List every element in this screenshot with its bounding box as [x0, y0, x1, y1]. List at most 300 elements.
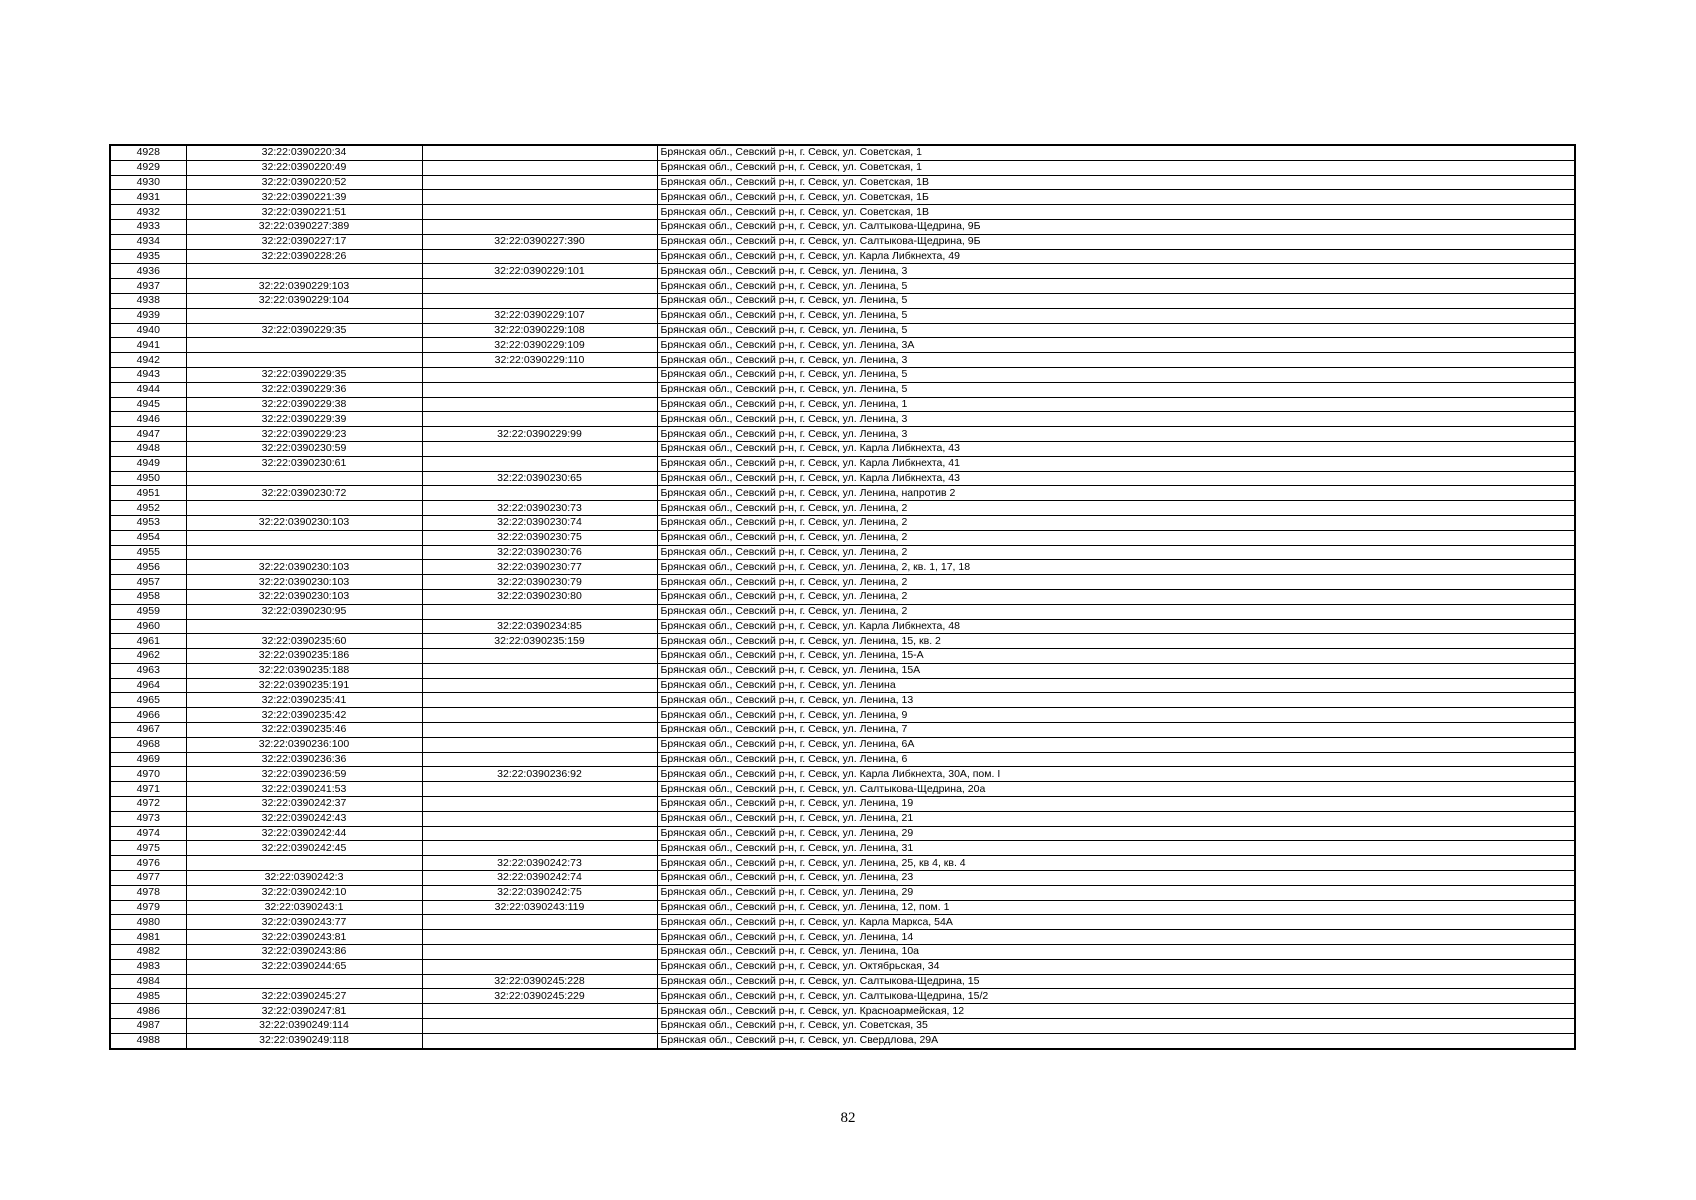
- cadastral-number-cell: [186, 501, 422, 516]
- table-row: [110, 930, 1575, 945]
- address-cell: Брянская обл., Севский р-н, г. Севск, ул. Ленина, 29: [657, 885, 1575, 900]
- parent-cadastral-number-cell: 32:22:0390230:79: [422, 575, 657, 590]
- parent-cadastral-number-cell: 32:22:0390236:92: [422, 767, 657, 782]
- parent-cadastral-number-cell: [422, 249, 657, 264]
- table-row: [110, 412, 1575, 427]
- row-number-cell: 4982: [110, 945, 186, 960]
- address-cell: Брянская обл., Севский р-н, г. Севск, ул. Ленина, 6: [657, 752, 1575, 767]
- table-row: [110, 841, 1575, 856]
- table-row: [110, 515, 1575, 530]
- address-cell: Брянская обл., Севский р-н, г. Севск, ул. Ленина, 7: [657, 723, 1575, 738]
- cadastral-number-cell: [186, 338, 422, 353]
- table-row: [110, 530, 1575, 545]
- table-row: [110, 145, 1575, 160]
- row-number-cell: 4936: [110, 264, 186, 279]
- address-cell: Брянская обл., Севский р-н, г. Севск, ул. Свердлова, 29А: [657, 1033, 1575, 1048]
- address-cell: Брянская обл., Севский р-н, г. Севск, ул. Ленина, 2: [657, 604, 1575, 619]
- address-cell: Брянская обл., Севский р-н, г. Севск, ул. Ленина, 21: [657, 811, 1575, 826]
- parent-cadastral-number-cell: [422, 782, 657, 797]
- parent-cadastral-number-cell: 32:22:0390234:85: [422, 619, 657, 634]
- parent-cadastral-number-cell: [422, 486, 657, 501]
- cadastral-number-cell: 32:22:0390241:53: [186, 782, 422, 797]
- parent-cadastral-number-cell: 32:22:0390230:73: [422, 501, 657, 516]
- row-number-cell: 4971: [110, 782, 186, 797]
- table-row: [110, 1004, 1575, 1019]
- cadastral-number-cell: 32:22:0390243:86: [186, 945, 422, 960]
- address-cell: Брянская обл., Севский р-н, г. Севск, ул. Ленина, 15А: [657, 663, 1575, 678]
- table-row: [110, 501, 1575, 516]
- parent-cadastral-number-cell: [422, 930, 657, 945]
- parent-cadastral-number-cell: [422, 382, 657, 397]
- address-cell: Брянская обл., Севский р-н, г. Севск, ул. Красноармейская, 12: [657, 1004, 1575, 1019]
- table-row: [110, 353, 1575, 368]
- table-row: [110, 471, 1575, 486]
- table-row: [110, 279, 1575, 294]
- cadastral-number-cell: 32:22:0390244:65: [186, 959, 422, 974]
- parent-cadastral-number-cell: [422, 797, 657, 812]
- address-cell: Брянская обл., Севский р-н, г. Севск, ул. Салтыкова-Щедрина, 9Б: [657, 234, 1575, 249]
- parent-cadastral-number-cell: 32:22:0390242:73: [422, 856, 657, 871]
- parent-cadastral-number-cell: [422, 1004, 657, 1019]
- table-row: [110, 989, 1575, 1004]
- parent-cadastral-number-cell: 32:22:0390229:99: [422, 427, 657, 442]
- address-cell: Брянская обл., Севский р-н, г. Севск, ул. Ленина, 2, кв. 1, 17, 18: [657, 560, 1575, 575]
- cadastral-number-cell: 32:22:0390242:44: [186, 826, 422, 841]
- row-number-cell: 4939: [110, 308, 186, 323]
- address-cell: Брянская обл., Севский р-н, г. Севск, ул. Ленина, 5: [657, 308, 1575, 323]
- cadastral-number-cell: 32:22:0390228:26: [186, 249, 422, 264]
- address-cell: Брянская обл., Севский р-н, г. Севск, ул. Ленина, 5: [657, 367, 1575, 382]
- address-cell: Брянская обл., Севский р-н, г. Севск, ул. Ленина, 29: [657, 826, 1575, 841]
- cadastral-number-cell: 32:22:0390230:61: [186, 456, 422, 471]
- table-row: [110, 205, 1575, 220]
- parent-cadastral-number-cell: 32:22:0390230:80: [422, 589, 657, 604]
- parent-cadastral-number-cell: [422, 811, 657, 826]
- cadastral-number-cell: [186, 264, 422, 279]
- table-row: [110, 604, 1575, 619]
- parent-cadastral-number-cell: 32:22:0390235:159: [422, 634, 657, 649]
- address-cell: Брянская обл., Севский р-н, г. Севск, ул. Ленина, 2: [657, 545, 1575, 560]
- row-number-cell: 4942: [110, 353, 186, 368]
- parent-cadastral-number-cell: [422, 752, 657, 767]
- parent-cadastral-number-cell: [422, 1033, 657, 1048]
- cadastral-number-cell: 32:22:0390242:37: [186, 797, 422, 812]
- parent-cadastral-number-cell: 32:22:0390230:77: [422, 560, 657, 575]
- table-row: [110, 797, 1575, 812]
- table-row: [110, 885, 1575, 900]
- cadastral-number-cell: 32:22:0390243:1: [186, 900, 422, 915]
- address-cell: Брянская обл., Севский р-н, г. Севск, ул. Советская, 1Б: [657, 190, 1575, 205]
- table-row: [110, 249, 1575, 264]
- parent-cadastral-number-cell: [422, 1019, 657, 1034]
- cadastral-number-cell: 32:22:0390236:100: [186, 737, 422, 752]
- address-cell: Брянская обл., Севский р-н, г. Севск, ул. Карла Либкнехта, 49: [657, 249, 1575, 264]
- cadastral-number-cell: [186, 308, 422, 323]
- table-row: [110, 308, 1575, 323]
- parent-cadastral-number-cell: [422, 279, 657, 294]
- cadastral-number-cell: 32:22:0390229:23: [186, 427, 422, 442]
- table-row: [110, 397, 1575, 412]
- table-row: [110, 663, 1575, 678]
- table-row: [110, 915, 1575, 930]
- row-number-cell: 4934: [110, 234, 186, 249]
- table-row: [110, 441, 1575, 456]
- address-cell: Брянская обл., Севский р-н, г. Севск, ул. Карла Либкнехта, 48: [657, 619, 1575, 634]
- address-cell: Брянская обл., Севский р-н, г. Севск, ул. Ленина, 15-А: [657, 649, 1575, 664]
- row-number-cell: 4933: [110, 219, 186, 234]
- address-cell: Брянская обл., Севский р-н, г. Севск, ул. Карла Маркса, 54А: [657, 915, 1575, 930]
- address-cell: Брянская обл., Севский р-н, г. Севск, ул. Советская, 1: [657, 160, 1575, 175]
- cadastral-number-cell: 32:22:0390242:10: [186, 885, 422, 900]
- address-cell: Брянская обл., Севский р-н, г. Севск, ул. Ленина, 5: [657, 293, 1575, 308]
- row-number-cell: 4979: [110, 900, 186, 915]
- cadastral-number-cell: 32:22:0390235:46: [186, 723, 422, 738]
- address-cell: Брянская обл., Севский р-н, г. Севск, ул. Ленина, 3: [657, 353, 1575, 368]
- row-number-cell: 4943: [110, 367, 186, 382]
- row-number-cell: 4961: [110, 634, 186, 649]
- table-row: [110, 723, 1575, 738]
- parent-cadastral-number-cell: 32:22:0390243:119: [422, 900, 657, 915]
- parent-cadastral-number-cell: 32:22:0390230:76: [422, 545, 657, 560]
- cadastral-number-cell: 32:22:0390242:45: [186, 841, 422, 856]
- address-cell: Брянская обл., Севский р-н, г. Севск, ул. Октябрьская, 34: [657, 959, 1575, 974]
- row-number-cell: 4981: [110, 930, 186, 945]
- table-row: [110, 974, 1575, 989]
- row-number-cell: 4956: [110, 560, 186, 575]
- table-row: [110, 589, 1575, 604]
- cadastral-number-cell: 32:22:0390227:389: [186, 219, 422, 234]
- row-number-cell: 4957: [110, 575, 186, 590]
- cadastral-number-cell: 32:22:0390235:42: [186, 708, 422, 723]
- row-number-cell: 4973: [110, 811, 186, 826]
- table-row: [110, 619, 1575, 634]
- address-cell: Брянская обл., Севский р-н, г. Севск, ул. Ленина, 10а: [657, 945, 1575, 960]
- cadastral-number-cell: [186, 353, 422, 368]
- parent-cadastral-number-cell: 32:22:0390230:74: [422, 515, 657, 530]
- cadastral-number-cell: 32:22:0390229:38: [186, 397, 422, 412]
- parent-cadastral-number-cell: [422, 160, 657, 175]
- row-number-cell: 4937: [110, 279, 186, 294]
- address-cell: Брянская обл., Севский р-н, г. Севск, ул. Ленина, 13: [657, 693, 1575, 708]
- registry-table-body: [110, 145, 1575, 1049]
- cadastral-number-cell: 32:22:0390230:103: [186, 575, 422, 590]
- cadastral-number-cell: 32:22:0390229:35: [186, 367, 422, 382]
- table-row: [110, 367, 1575, 382]
- parent-cadastral-number-cell: [422, 678, 657, 693]
- table-row: [110, 160, 1575, 175]
- cadastral-number-cell: 32:22:0390235:188: [186, 663, 422, 678]
- table-row: [110, 900, 1575, 915]
- address-cell: Брянская обл., Севский р-н, г. Севск, ул. Ленина, 5: [657, 279, 1575, 294]
- parent-cadastral-number-cell: [422, 190, 657, 205]
- address-cell: Брянская обл., Севский р-н, г. Севск, ул. Салтыкова-Щедрина, 15/2: [657, 989, 1575, 1004]
- address-cell: Брянская обл., Севский р-н, г. Севск, ул. Ленина, 12, пом. 1: [657, 900, 1575, 915]
- row-number-cell: 4976: [110, 856, 186, 871]
- cadastral-number-cell: 32:22:0390229:104: [186, 293, 422, 308]
- cadastral-number-cell: 32:22:0390230:103: [186, 589, 422, 604]
- cadastral-number-cell: 32:22:0390235:41: [186, 693, 422, 708]
- row-number-cell: 4931: [110, 190, 186, 205]
- row-number-cell: 4960: [110, 619, 186, 634]
- parent-cadastral-number-cell: [422, 723, 657, 738]
- parent-cadastral-number-cell: [422, 293, 657, 308]
- cadastral-number-cell: 32:22:0390229:35: [186, 323, 422, 338]
- address-cell: Брянская обл., Севский р-н, г. Севск, ул. Ленина, 15, кв. 2: [657, 634, 1575, 649]
- table-row: [110, 575, 1575, 590]
- cadastral-number-cell: 32:22:0390249:118: [186, 1033, 422, 1048]
- row-number-cell: 4932: [110, 205, 186, 220]
- cadastral-number-cell: 32:22:0390230:59: [186, 441, 422, 456]
- row-number-cell: 4970: [110, 767, 186, 782]
- row-number-cell: 4953: [110, 515, 186, 530]
- table-row: [110, 382, 1575, 397]
- cadastral-number-cell: 32:22:0390245:27: [186, 989, 422, 1004]
- parent-cadastral-number-cell: 32:22:0390230:65: [422, 471, 657, 486]
- cadastral-number-cell: [186, 856, 422, 871]
- row-number-cell: 4972: [110, 797, 186, 812]
- row-number-cell: 4984: [110, 974, 186, 989]
- address-cell: Брянская обл., Севский р-н, г. Севск, ул. Ленина, 9: [657, 708, 1575, 723]
- row-number-cell: 4928: [110, 145, 186, 160]
- parent-cadastral-number-cell: [422, 205, 657, 220]
- table-row: [110, 1019, 1575, 1034]
- cadastral-number-cell: 32:22:0390236:59: [186, 767, 422, 782]
- row-number-cell: 4987: [110, 1019, 186, 1034]
- address-cell: Брянская обл., Севский р-н, г. Севск, ул. Советская, 1: [657, 145, 1575, 160]
- cadastral-number-cell: 32:22:0390243:77: [186, 915, 422, 930]
- address-cell: Брянская обл., Севский р-н, г. Севск, ул. Салтыкова-Щедрина, 20а: [657, 782, 1575, 797]
- parent-cadastral-number-cell: 32:22:0390230:75: [422, 530, 657, 545]
- address-cell: Брянская обл., Севский р-н, г. Севск, ул. Ленина, 14: [657, 930, 1575, 945]
- parent-cadastral-number-cell: [422, 737, 657, 752]
- row-number-cell: 4985: [110, 989, 186, 1004]
- cadastral-number-cell: 32:22:0390221:51: [186, 205, 422, 220]
- row-number-cell: 4968: [110, 737, 186, 752]
- cadastral-number-cell: 32:22:0390220:52: [186, 175, 422, 190]
- row-number-cell: 4949: [110, 456, 186, 471]
- row-number-cell: 4974: [110, 826, 186, 841]
- table-row: [110, 219, 1575, 234]
- parent-cadastral-number-cell: [422, 693, 657, 708]
- row-number-cell: 4944: [110, 382, 186, 397]
- row-number-cell: 4950: [110, 471, 186, 486]
- row-number-cell: 4948: [110, 441, 186, 456]
- table-row: [110, 234, 1575, 249]
- cadastral-number-cell: 32:22:0390230:103: [186, 515, 422, 530]
- table-row: [110, 560, 1575, 575]
- row-number-cell: 4966: [110, 708, 186, 723]
- row-number-cell: 4945: [110, 397, 186, 412]
- cadastral-number-cell: 32:22:0390249:114: [186, 1019, 422, 1034]
- row-number-cell: 4955: [110, 545, 186, 560]
- parent-cadastral-number-cell: [422, 175, 657, 190]
- address-cell: Брянская обл., Севский р-н, г. Севск, ул. Ленина, 3: [657, 427, 1575, 442]
- address-cell: Брянская обл., Севский р-н, г. Севск, ул. Ленина, напротив 2: [657, 486, 1575, 501]
- row-number-cell: 4975: [110, 841, 186, 856]
- table-row: [110, 1033, 1575, 1048]
- table-row: [110, 190, 1575, 205]
- cadastral-number-cell: 32:22:0390235:191: [186, 678, 422, 693]
- parent-cadastral-number-cell: [422, 959, 657, 974]
- parent-cadastral-number-cell: 32:22:0390229:107: [422, 308, 657, 323]
- page-number: 82: [840, 1110, 856, 1126]
- row-number-cell: 4947: [110, 427, 186, 442]
- address-cell: Брянская обл., Севский р-н, г. Севск, ул. Салтыкова-Щедрина, 15: [657, 974, 1575, 989]
- row-number-cell: 4946: [110, 412, 186, 427]
- cadastral-number-cell: 32:22:0390230:103: [186, 560, 422, 575]
- registry-table: [109, 144, 1576, 1050]
- address-cell: Брянская обл., Севский р-н, г. Севск, ул. Советская, 1В: [657, 205, 1575, 220]
- row-number-cell: 4951: [110, 486, 186, 501]
- cadastral-number-cell: 32:22:0390229:39: [186, 412, 422, 427]
- cadastral-number-cell: 32:22:0390247:81: [186, 1004, 422, 1019]
- row-number-cell: 4980: [110, 915, 186, 930]
- parent-cadastral-number-cell: [422, 441, 657, 456]
- cadastral-number-cell: 32:22:0390221:39: [186, 190, 422, 205]
- table-row: [110, 293, 1575, 308]
- table-row: [110, 323, 1575, 338]
- table-row: [110, 871, 1575, 886]
- table-row: [110, 264, 1575, 279]
- row-number-cell: 4963: [110, 663, 186, 678]
- row-number-cell: 4940: [110, 323, 186, 338]
- table-row: [110, 427, 1575, 442]
- table-row: [110, 175, 1575, 190]
- address-cell: Брянская обл., Севский р-н, г. Севск, ул. Ленина, 3: [657, 264, 1575, 279]
- parent-cadastral-number-cell: 32:22:0390229:108: [422, 323, 657, 338]
- table-row: [110, 737, 1575, 752]
- table-row: [110, 752, 1575, 767]
- row-number-cell: 4959: [110, 604, 186, 619]
- table-row: [110, 826, 1575, 841]
- parent-cadastral-number-cell: 32:22:0390229:110: [422, 353, 657, 368]
- row-number-cell: 4965: [110, 693, 186, 708]
- row-number-cell: 4988: [110, 1033, 186, 1048]
- row-number-cell: 4929: [110, 160, 186, 175]
- table-row: [110, 634, 1575, 649]
- parent-cadastral-number-cell: [422, 826, 657, 841]
- parent-cadastral-number-cell: 32:22:0390229:101: [422, 264, 657, 279]
- address-cell: Брянская обл., Севский р-н, г. Севск, ул. Салтыкова-Щедрина, 9Б: [657, 219, 1575, 234]
- parent-cadastral-number-cell: [422, 708, 657, 723]
- address-cell: Брянская обл., Севский р-н, г. Севск, ул. Ленина, 1: [657, 397, 1575, 412]
- table-row: [110, 693, 1575, 708]
- table-row: [110, 811, 1575, 826]
- cadastral-number-cell: 32:22:0390235:186: [186, 649, 422, 664]
- cadastral-number-cell: 32:22:0390230:72: [186, 486, 422, 501]
- parent-cadastral-number-cell: 32:22:0390229:109: [422, 338, 657, 353]
- parent-cadastral-number-cell: 32:22:0390242:74: [422, 871, 657, 886]
- row-number-cell: 4967: [110, 723, 186, 738]
- address-cell: Брянская обл., Севский р-н, г. Севск, ул. Ленина, 5: [657, 323, 1575, 338]
- row-number-cell: 4938: [110, 293, 186, 308]
- row-number-cell: 4958: [110, 589, 186, 604]
- cadastral-number-cell: 32:22:0390242:3: [186, 871, 422, 886]
- cadastral-number-cell: [186, 974, 422, 989]
- address-cell: Брянская обл., Севский р-н, г. Севск, ул. Ленина, 2: [657, 575, 1575, 590]
- cadastral-number-cell: 32:22:0390235:60: [186, 634, 422, 649]
- cadastral-number-cell: 32:22:0390229:36: [186, 382, 422, 397]
- parent-cadastral-number-cell: 32:22:0390242:75: [422, 885, 657, 900]
- address-cell: Брянская обл., Севский р-н, г. Севск, ул. Советская, 35: [657, 1019, 1575, 1034]
- cadastral-number-cell: 32:22:0390242:43: [186, 811, 422, 826]
- table-row: [110, 338, 1575, 353]
- row-number-cell: 4969: [110, 752, 186, 767]
- row-number-cell: 4941: [110, 338, 186, 353]
- cadastral-number-cell: 32:22:0390220:34: [186, 145, 422, 160]
- parent-cadastral-number-cell: [422, 915, 657, 930]
- cadastral-number-cell: 32:22:0390227:17: [186, 234, 422, 249]
- row-number-cell: 4978: [110, 885, 186, 900]
- table-row: [110, 959, 1575, 974]
- row-number-cell: 4930: [110, 175, 186, 190]
- parent-cadastral-number-cell: [422, 367, 657, 382]
- parent-cadastral-number-cell: 32:22:0390227:390: [422, 234, 657, 249]
- parent-cadastral-number-cell: [422, 219, 657, 234]
- table-row: [110, 545, 1575, 560]
- parent-cadastral-number-cell: [422, 841, 657, 856]
- parent-cadastral-number-cell: 32:22:0390245:229: [422, 989, 657, 1004]
- address-cell: Брянская обл., Севский р-н, г. Севск, ул. Ленина, 3: [657, 412, 1575, 427]
- address-cell: Брянская обл., Севский р-н, г. Севск, ул. Ленина, 19: [657, 797, 1575, 812]
- cadastral-number-cell: 32:22:0390229:103: [186, 279, 422, 294]
- row-number-cell: 4983: [110, 959, 186, 974]
- table-row: [110, 767, 1575, 782]
- cadastral-number-cell: 32:22:0390230:95: [186, 604, 422, 619]
- table-row: [110, 678, 1575, 693]
- row-number-cell: 4962: [110, 649, 186, 664]
- table-row: [110, 856, 1575, 871]
- cadastral-number-cell: 32:22:0390220:49: [186, 160, 422, 175]
- parent-cadastral-number-cell: [422, 145, 657, 160]
- address-cell: Брянская обл., Севский р-н, г. Севск, ул. Ленина, 2: [657, 501, 1575, 516]
- parent-cadastral-number-cell: 32:22:0390245:228: [422, 974, 657, 989]
- address-cell: Брянская обл., Севский р-н, г. Севск, ул. Карла Либкнехта, 43: [657, 471, 1575, 486]
- table-row: [110, 782, 1575, 797]
- row-number-cell: 4986: [110, 1004, 186, 1019]
- parent-cadastral-number-cell: [422, 412, 657, 427]
- parent-cadastral-number-cell: [422, 663, 657, 678]
- address-cell: Брянская обл., Севский р-н, г. Севск, ул. Ленина, 6А: [657, 737, 1575, 752]
- address-cell: Брянская обл., Севский р-н, г. Севск, ул. Ленина, 2: [657, 530, 1575, 545]
- row-number-cell: 4954: [110, 530, 186, 545]
- row-number-cell: 4952: [110, 501, 186, 516]
- address-cell: Брянская обл., Севский р-н, г. Севск, ул. Советская, 1В: [657, 175, 1575, 190]
- cadastral-number-cell: 32:22:0390243:81: [186, 930, 422, 945]
- cadastral-number-cell: [186, 471, 422, 486]
- table-row: [110, 486, 1575, 501]
- address-cell: Брянская обл., Севский р-н, г. Севск, ул. Ленина, 2: [657, 515, 1575, 530]
- row-number-cell: 4935: [110, 249, 186, 264]
- address-cell: Брянская обл., Севский р-н, г. Севск, ул. Ленина: [657, 678, 1575, 693]
- cadastral-number-cell: 32:22:0390236:36: [186, 752, 422, 767]
- address-cell: Брянская обл., Севский р-н, г. Севск, ул. Карла Либкнехта, 43: [657, 441, 1575, 456]
- cadastral-number-cell: [186, 530, 422, 545]
- table-row: [110, 649, 1575, 664]
- table-row: [110, 456, 1575, 471]
- address-cell: Брянская обл., Севский р-н, г. Севск, ул. Ленина, 3А: [657, 338, 1575, 353]
- parent-cadastral-number-cell: [422, 604, 657, 619]
- cadastral-number-cell: [186, 545, 422, 560]
- row-number-cell: 4964: [110, 678, 186, 693]
- address-cell: Брянская обл., Севский р-н, г. Севск, ул. Карла Либкнехта, 30А, пом. I: [657, 767, 1575, 782]
- parent-cadastral-number-cell: [422, 397, 657, 412]
- address-cell: Брянская обл., Севский р-н, г. Севск, ул. Карла Либкнехта, 41: [657, 456, 1575, 471]
- address-cell: Брянская обл., Севский р-н, г. Севск, ул. Ленина, 2: [657, 589, 1575, 604]
- address-cell: Брянская обл., Севский р-н, г. Севск, ул. Ленина, 31: [657, 841, 1575, 856]
- address-cell: Брянская обл., Севский р-н, г. Севск, ул. Ленина, 23: [657, 871, 1575, 886]
- address-cell: Брянская обл., Севский р-н, г. Севск, ул. Ленина, 25, кв 4, кв. 4: [657, 856, 1575, 871]
